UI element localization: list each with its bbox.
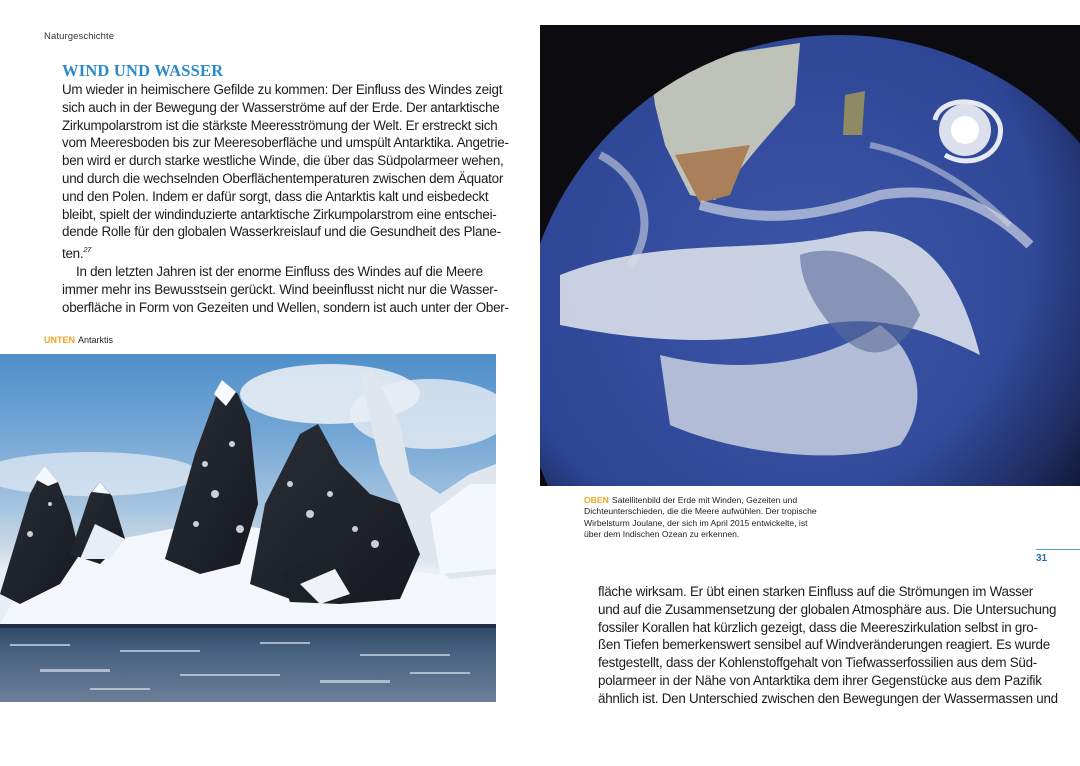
earth-globe-illustration <box>540 25 1080 486</box>
text-line: Zirkumpolarstrom ist die stärkste Meeresströmung der Welt. Er erstreckt sich <box>62 117 498 133</box>
text-line: sich auch in der Bewegung der Wasserströme auf der Erde. Der antarktische <box>62 99 500 115</box>
caption-line: über dem Indischen Ozean zu erkennen. <box>584 529 740 540</box>
text-line: festgestellt, dass der Kohlenstoffgehalt von Tiefwasserfossilien aus dem Süd- <box>598 655 1038 671</box>
caption-line: Wirbelsturm Joulane, der sich im April 2015 entwickelte, ist <box>584 517 808 528</box>
text-line-paragraph-start: In den letzten Jahren ist der enorme Einfluss des Windes auf die Meere <box>76 263 483 279</box>
figure-caption-antarctica <box>44 335 113 345</box>
text-line: fläche wirksam. Er übt einen starken Einfluss auf die Strömungen im Wasser <box>598 584 1033 599</box>
text-line: und durch die wechselnden Oberflächentemperaturen zwischen dem Äquator <box>62 170 504 186</box>
text-line: bleibt, spielt der windinduzierte antarktische Zirkumpolarstrom eine entschei- <box>62 206 497 222</box>
earth-satellite-photo <box>540 25 1080 486</box>
antarctica-photo <box>0 354 496 702</box>
text-line: ßen Tiefen bemerkenswert sensibel auf Windveränderungen reagiert. Es wurde <box>598 637 1050 653</box>
text-line: polarmeer in der Nähe von Antarktika dem ihrer Gegenstücke aus dem Pazifik <box>598 672 1042 688</box>
caption-label: UNTEN <box>44 335 75 345</box>
caption-label: OBEN <box>584 495 609 505</box>
text-line: immer mehr ins Bewusstsein gerückt. Wind beeinflusst nicht nur die Wasser- <box>62 281 498 297</box>
caption-line: Dichteunterschieden, die die Meere aufwühlen. Der tropische <box>584 506 817 517</box>
text-line: dende Rolle für den globalen Wasserkreislauf und die Gesundheit des Plane- <box>62 224 501 240</box>
left-column-text <box>62 81 509 316</box>
text-line: und auf die Zusammensetzung der globalen Atmosphäre aus. Die Untersuchung <box>598 601 1057 617</box>
text-line: Um wieder in heimischere Gefilde zu kommen: Der Einfluss des Windes zeigt <box>62 82 503 97</box>
figure-caption-earth <box>584 495 844 541</box>
text-line: fossiler Korallen hat kürzlich gezeigt, dass die Meereszirkulation selbst in gro- <box>598 619 1038 635</box>
page-number: 31 <box>1036 553 1048 564</box>
text-line: ähnlich ist. Den Unterschied zwischen den Bewegungen der Wassermassen und <box>598 690 1058 706</box>
text-line-with-footnote <box>62 241 477 263</box>
section-title: WIND UND WASSER <box>62 61 224 80</box>
caption-text: Satellitenbild der Erde mit Winden, Gezeiten und <box>611 495 798 505</box>
antarctica-mountains-illustration <box>0 354 496 702</box>
text-line: ben wird er durch starke westliche Winde, die über das Südpolarmeer wehen, <box>62 153 504 169</box>
running-head: Naturgeschichte <box>44 31 115 42</box>
right-column-text <box>598 583 1058 708</box>
text-line: oberfläche in Form von Gezeiten und Wellen, sondern ist auch unter der Ober- <box>62 299 509 315</box>
text-line: und den Polen. Indem er dafür sorgt, dass die Antarktis kalt und eisbedeckt <box>62 188 489 204</box>
text-line: vom Meeresboden bis zur Meeresoberfläche und umspült Antarktika. Angetrie- <box>62 135 509 151</box>
caption-line <box>584 495 844 506</box>
text-fragment: ten. <box>62 246 84 262</box>
footnote-reference[interactable]: 27 <box>83 245 92 255</box>
page-number-rule <box>1036 549 1080 550</box>
caption-text: Antarktis <box>78 335 114 345</box>
